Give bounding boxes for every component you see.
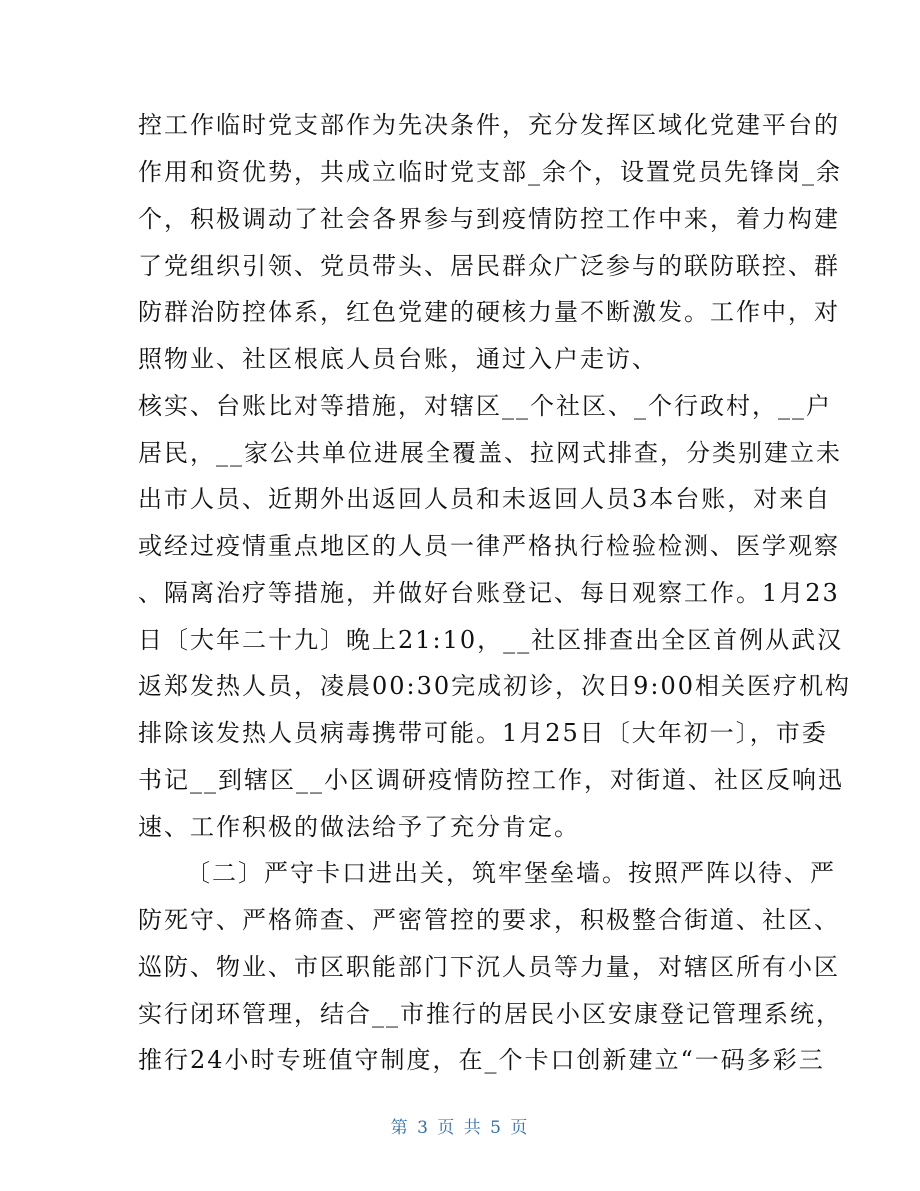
- text-line-4: 了党组织引领、党员带头、居民群众广泛参与的联防联控、群: [138, 252, 840, 280]
- text-line-6: 照物业、社区根底人员台账，通过入户走访、: [138, 345, 658, 373]
- text-line-1: 控工作临时党支部作为先决条件，充分发挥区域化党建平台的: [138, 111, 840, 139]
- text-line-13: 返郑发热人员，凌晨00:30完成初诊，次日9:00相关医疗机构: [138, 672, 852, 700]
- text-line-7: 核实、台账比对等措施，对辖区__个社区、_个行政村，__户: [138, 392, 832, 420]
- text-line-16: 速、工作积极的做法给予了充分肯定。: [138, 813, 580, 841]
- text-line-2: 作用和资优势，共成立临时党支部_余个，设置党员先锋岗_余: [138, 158, 842, 186]
- text-line-18: 防死守、严格筛查、严密管控的要求，积极整合街道、社区、: [138, 906, 840, 934]
- text-line-10: 或经过疫情重点地区的人员一律严格执行检验检测、医学观察: [138, 532, 840, 560]
- text-line-3: 个，积极调动了社会各界参与到疫情防控工作中来，着力构建: [138, 205, 840, 233]
- text-line-12: 日〔大年二十九〕晚上21:10，__社区排查出全区首例从武汉: [138, 626, 844, 654]
- text-line-14: 排除该发热人员病毒携带可能。1月25日〔大年初一〕，市委: [138, 719, 828, 747]
- text-line-20: 实行闭环管理，结合__市推行的居民小区安康登记管理系统，: [138, 1000, 842, 1028]
- text-line-8: 居民，__家公共单位进展全覆盖、拉网式排查，分类别建立未: [138, 439, 842, 467]
- text-line-5: 防群治防控体系，红色党建的硬核力量不断激发。工作中，对: [138, 298, 840, 326]
- page-number-footer: 第 3 页 共 5 页: [390, 1118, 530, 1138]
- text-line-19: 巡防、物业、市区职能部门下沉人员等力量，对辖区所有小区: [138, 953, 840, 981]
- text-line-21: 推行24小时专班值守制度，在_个卡口创新建立“一码多彩三: [138, 1046, 825, 1074]
- text-line-11: 、隔离治疗等措施，并做好台账登记、每日观察工作。1月23: [138, 579, 840, 607]
- text-line-15: 书记__到辖区__小区调研疫情防控工作，对街道、社区反响迅: [138, 766, 844, 794]
- text-line-17: 〔二〕严守卡口进出关，筑牢堡垒墙。按照严阵以待、严: [186, 859, 836, 887]
- text-line-9: 出市人员、近期外出返回人员和未返回人员3本台账，对来自: [138, 485, 832, 513]
